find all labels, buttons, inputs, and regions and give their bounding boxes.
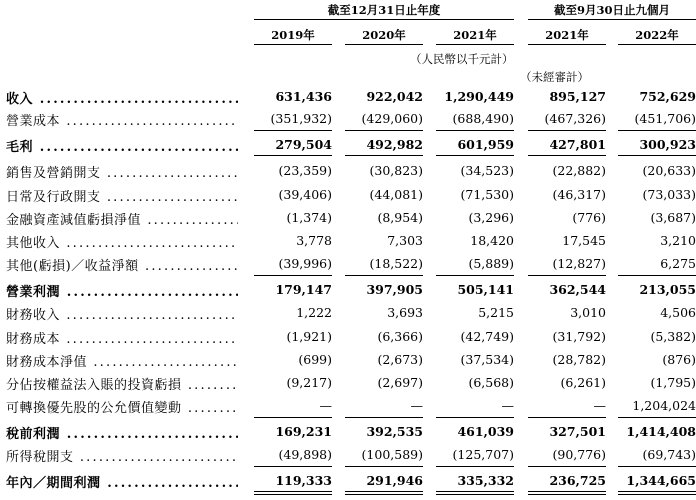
cell-2021-nine-month: (12,827)	[552, 256, 606, 271]
cell-2021: (5,889)	[468, 256, 514, 271]
cell-2021: 18,420	[470, 233, 514, 248]
cell-2021-nine-month: (776)	[572, 210, 606, 225]
column-header-2021-nine-month: 2021年	[545, 28, 589, 42]
cell-2022-nine-month: 1,204,024	[632, 398, 696, 413]
cell-2019: (351,932)	[270, 111, 332, 126]
cell-2021: 5,215	[478, 305, 514, 320]
cell-2022-nine-month: (5,382)	[650, 329, 696, 344]
cell-2022-nine-month: 300,923	[639, 137, 696, 152]
cell-2019: (39,996)	[278, 256, 332, 271]
cell-2022-nine-month: 6,275	[660, 256, 696, 271]
subtotal-rule	[254, 155, 332, 156]
cell-2021-nine-month: 236,725	[549, 473, 606, 488]
cell-2021: (3,296)	[468, 210, 514, 225]
cell-2021-nine-month: (467,326)	[544, 111, 606, 126]
cell-2020: 492,982	[366, 137, 423, 152]
subtotal-rule	[254, 417, 332, 418]
cell-2021-nine-month: 3,010	[570, 305, 606, 320]
total-double-rule	[618, 491, 696, 492]
subtotal-rule	[528, 130, 606, 131]
cell-2019: (9,217)	[286, 375, 332, 390]
total-double-rule	[528, 491, 606, 492]
column-header-rule-2021	[436, 44, 514, 45]
cell-2020: (44,081)	[369, 187, 423, 202]
cell-2019: —	[319, 398, 332, 413]
cell-2019: 279,504	[275, 137, 332, 152]
column-header-2020: 2020年	[362, 28, 406, 42]
cell-2020: —	[410, 398, 423, 413]
subtotal-rule	[618, 275, 696, 276]
cell-2022-nine-month: 752,629	[639, 89, 696, 104]
cell-2022-nine-month: (69,743)	[642, 447, 696, 462]
column-header-rule-2022-nine-month	[618, 44, 696, 45]
column-header-rule-2019	[254, 44, 332, 45]
cell-2021-nine-month: 427,801	[549, 137, 606, 152]
row-label: 銷售及營銷開支 .....	[6, 162, 238, 181]
cell-2021: (125,707)	[452, 447, 514, 462]
column-header-2021: 2021年	[453, 28, 497, 42]
cell-2019: (1,921)	[286, 329, 332, 344]
cell-2020: (8,954)	[377, 210, 423, 225]
cell-2022-nine-month: (451,706)	[634, 111, 696, 126]
cell-2020: 392,535	[366, 424, 423, 439]
row-label: 所得稅開支 .....	[6, 446, 238, 465]
cell-2022-nine-month: (3,687)	[650, 210, 696, 225]
cell-2022-nine-month: (876)	[662, 352, 696, 367]
header-year-group: 截至12月31日止年度	[327, 3, 441, 17]
unaudited-note: （未經審計）	[520, 70, 589, 84]
row-label: 財務成本淨值 .....	[6, 351, 238, 370]
cell-2021: —	[501, 398, 514, 413]
total-double-rule	[528, 494, 606, 495]
cell-2021: 335,332	[457, 473, 514, 488]
currency-note: （人民幣以千元計）	[410, 52, 514, 66]
row-label: 日常及行政開支 .....	[6, 186, 238, 205]
subtotal-rule	[345, 130, 423, 131]
cell-2022-nine-month: 1,414,408	[626, 424, 696, 439]
cell-2020: (2,673)	[377, 352, 423, 367]
cell-2019: (49,898)	[278, 447, 332, 462]
cell-2021: 1,290,449	[444, 89, 514, 104]
cell-2019: (699)	[298, 352, 332, 367]
subtotal-rule	[528, 155, 606, 156]
subtotal-rule	[436, 130, 514, 131]
total-double-rule	[345, 494, 423, 495]
row-label: 稅前利潤 .....	[6, 423, 238, 442]
row-label: 營業利潤 .....	[6, 281, 238, 300]
subtotal-rule	[618, 130, 696, 131]
subtotal-rule	[254, 466, 332, 467]
subtotal-rule	[345, 275, 423, 276]
total-double-rule	[254, 494, 332, 495]
header-year-group-rule	[254, 19, 514, 20]
cell-2020: (30,823)	[369, 163, 423, 178]
header-nine-month-group-rule	[528, 19, 696, 20]
cell-2019: 169,231	[275, 424, 332, 439]
subtotal-rule	[618, 155, 696, 156]
column-header-rule-2020	[345, 44, 423, 45]
cell-2022-nine-month: 3,210	[660, 233, 696, 248]
row-label: 可轉換優先股的公允價值變動 .....	[6, 397, 238, 416]
subtotal-rule	[528, 275, 606, 276]
cell-2019: (39,406)	[278, 187, 332, 202]
cell-2021: 505,141	[457, 282, 514, 297]
cell-2022-nine-month: 1,344,665	[626, 473, 696, 488]
cell-2019: (1,374)	[286, 210, 332, 225]
cell-2021: 461,039	[457, 424, 514, 439]
subtotal-rule	[436, 417, 514, 418]
column-header-2022-nine-month: 2022年	[635, 28, 679, 42]
cell-2019: 631,436	[275, 89, 332, 104]
total-double-rule	[436, 491, 514, 492]
cell-2021-nine-month: (22,882)	[552, 163, 606, 178]
subtotal-rule	[436, 155, 514, 156]
row-label: 其他收入 .....	[6, 232, 238, 251]
cell-2020: (6,366)	[377, 329, 423, 344]
subtotal-rule	[436, 275, 514, 276]
subtotal-rule	[528, 466, 606, 467]
total-double-rule	[254, 491, 332, 492]
cell-2021: (6,568)	[468, 375, 514, 390]
column-header-2019: 2019年	[271, 28, 315, 42]
cell-2021: (34,523)	[460, 163, 514, 178]
subtotal-rule	[254, 130, 332, 131]
cell-2020: (2,697)	[377, 375, 423, 390]
cell-2021: (688,490)	[452, 111, 514, 126]
cell-2020: (100,589)	[361, 447, 423, 462]
cell-2021: (71,530)	[460, 187, 514, 202]
row-label: 財務成本 .....	[6, 328, 238, 347]
subtotal-rule	[254, 275, 332, 276]
subtotal-rule	[345, 417, 423, 418]
cell-2020: 922,042	[366, 89, 423, 104]
row-label: 收入 .....	[6, 88, 238, 107]
subtotal-rule	[345, 466, 423, 467]
row-label: 分佔按權益法入賬的投資虧損 .....	[6, 374, 238, 393]
cell-2020: (429,060)	[361, 111, 423, 126]
cell-2020: (18,522)	[369, 256, 423, 271]
row-label: 年內／期間利潤 .....	[6, 472, 238, 491]
row-label: 其他(虧損)／收益淨額 .....	[6, 255, 238, 274]
cell-2021-nine-month: —	[593, 398, 606, 413]
cell-2020: 3,693	[387, 305, 423, 320]
column-header-rule-2021-nine-month	[528, 44, 606, 45]
cell-2021-nine-month: (46,317)	[552, 187, 606, 202]
subtotal-rule	[345, 155, 423, 156]
cell-2022-nine-month: (20,633)	[642, 163, 696, 178]
cell-2021-nine-month: (90,776)	[552, 447, 606, 462]
total-double-rule	[618, 494, 696, 495]
cell-2020: 397,905	[366, 282, 423, 297]
row-label: 毛利 .....	[6, 136, 238, 155]
cell-2019: 119,333	[275, 473, 332, 488]
cell-2021: (42,749)	[460, 329, 514, 344]
cell-2020: 291,946	[366, 473, 423, 488]
cell-2019: 179,147	[275, 282, 332, 297]
subtotal-rule	[528, 417, 606, 418]
row-label: 營業成本 .....	[6, 110, 238, 129]
row-label: 財務收入 .....	[6, 304, 238, 323]
cell-2021-nine-month: 17,545	[562, 233, 606, 248]
cell-2021-nine-month: (31,792)	[552, 329, 606, 344]
total-double-rule	[345, 491, 423, 492]
cell-2019: 1,222	[296, 305, 332, 320]
cell-2019: 3,778	[296, 233, 332, 248]
subtotal-rule	[436, 466, 514, 467]
cell-2021: (37,534)	[460, 352, 514, 367]
cell-2021: 601,959	[457, 137, 514, 152]
cell-2021-nine-month: 362,544	[549, 282, 606, 297]
cell-2022-nine-month: (73,033)	[642, 187, 696, 202]
cell-2021-nine-month: (6,261)	[560, 375, 606, 390]
cell-2021-nine-month: 327,501	[549, 424, 606, 439]
cell-2022-nine-month: 4,506	[660, 305, 696, 320]
cell-2019: (23,359)	[278, 163, 332, 178]
cell-2022-nine-month: (1,795)	[650, 375, 696, 390]
cell-2022-nine-month: 213,055	[639, 282, 696, 297]
subtotal-rule	[618, 417, 696, 418]
header-nine-month-group: 截至9月30日止九個月	[553, 3, 670, 17]
row-label: 金融資產減值虧損淨值 .....	[6, 209, 238, 228]
cell-2021-nine-month: 895,127	[549, 89, 606, 104]
cell-2021-nine-month: (28,782)	[552, 352, 606, 367]
total-double-rule	[436, 494, 514, 495]
cell-2020: 7,303	[387, 233, 423, 248]
subtotal-rule	[618, 466, 696, 467]
